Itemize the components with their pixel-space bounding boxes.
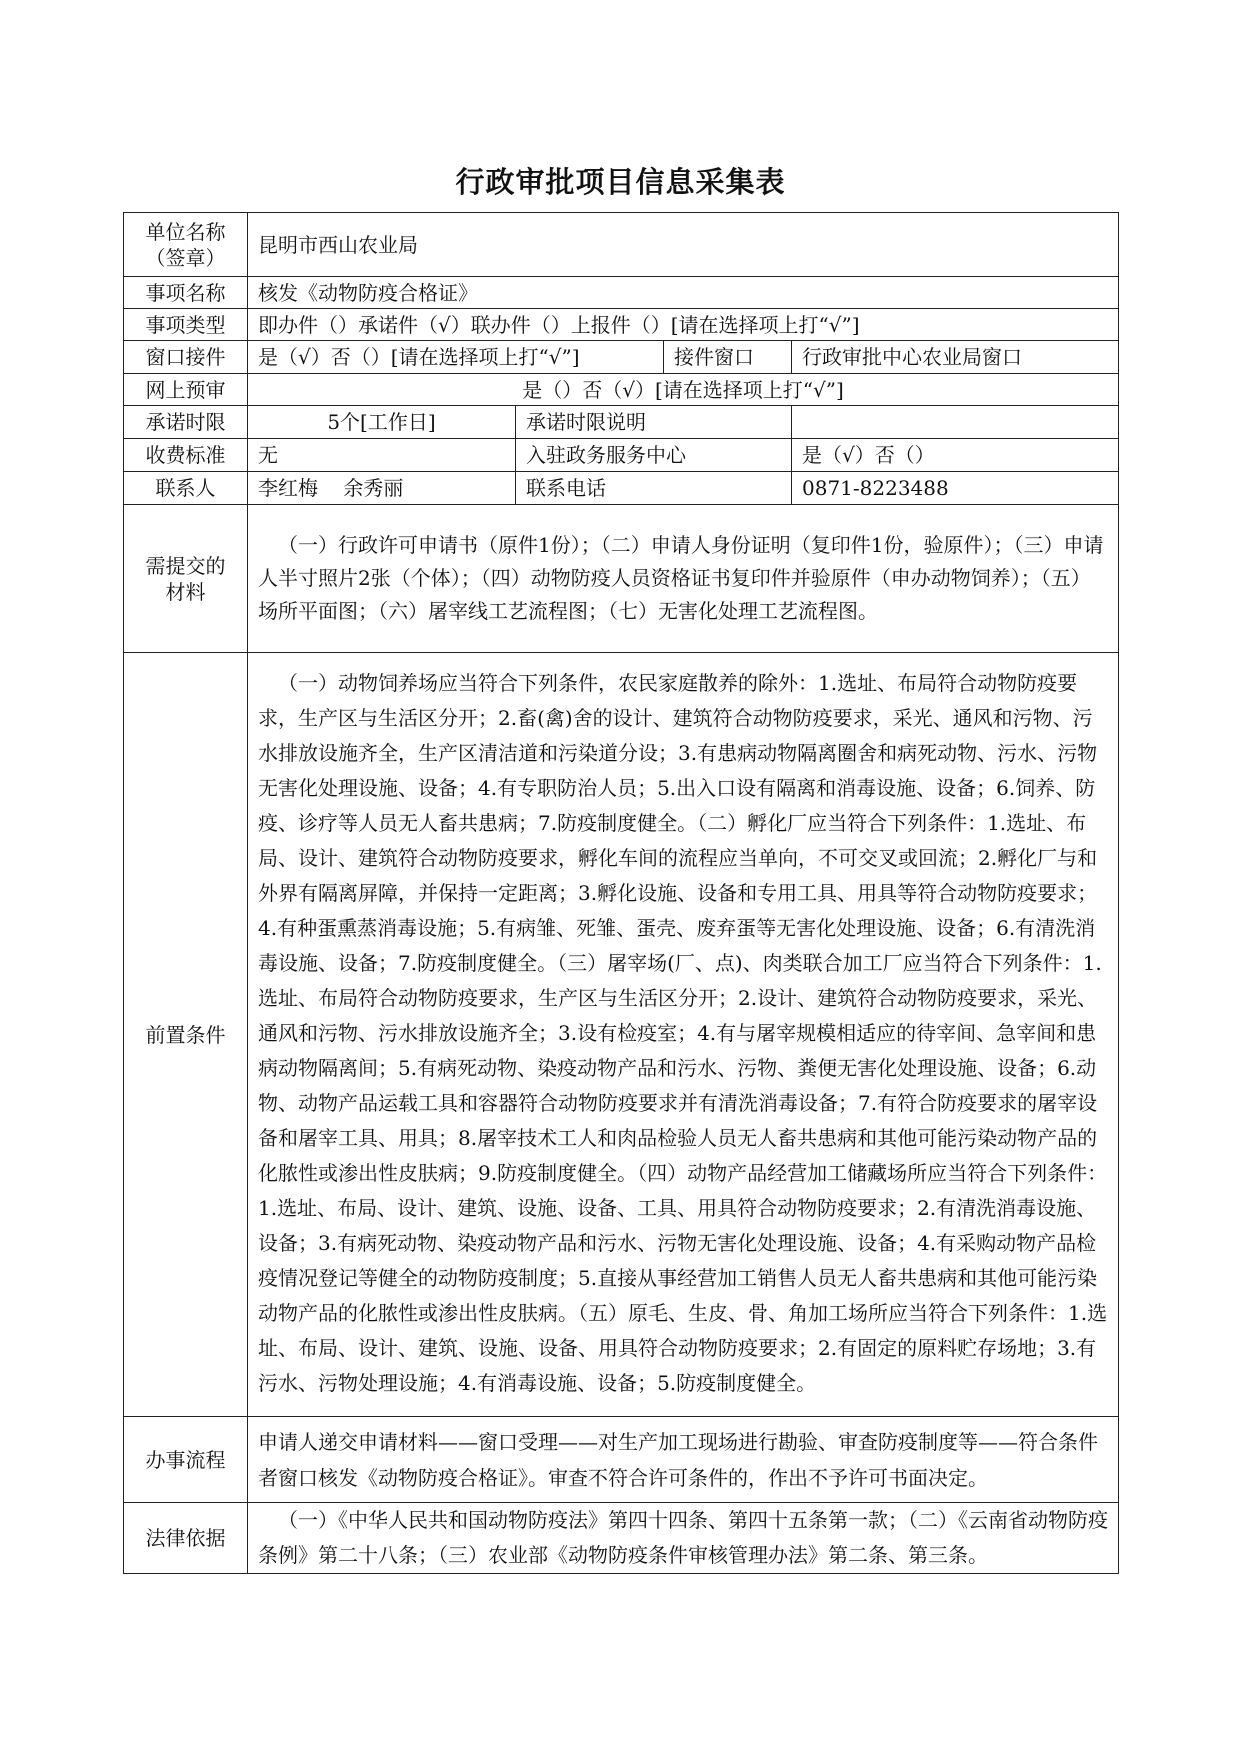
materials-value bbox=[248, 505, 1119, 653]
process-label: 办事流程 bbox=[124, 1417, 248, 1503]
window-value: 是（√）否（）[请在选择项上打“√”] bbox=[248, 341, 664, 374]
row-process bbox=[124, 1417, 1119, 1503]
contact-sub-label: 联系电话 bbox=[516, 472, 792, 505]
online-value: 是（）否（√）[请在选择项上打“√”] bbox=[248, 374, 1119, 406]
item-name-value: 核发《动物防疫合格证》 bbox=[248, 277, 1119, 309]
materials-text: （一）行政许可申请书（原件1份）；（二）申请人身份证明（复印件1份，验原件）；（三）申请人半寸照片2张（个体）；（四）动物防疫人员资格证书复印件并验原件（申办动物饲养）；（五）场所平面图；（六）屠宰线工艺流程图；（七）无害化处理工艺流程图。 bbox=[258, 533, 1104, 623]
contact-sub-value: 0871-8223488 bbox=[792, 472, 1119, 505]
contact-label: 联系人 bbox=[124, 472, 248, 505]
fee-value: 无 bbox=[248, 439, 516, 472]
materials-label-line2: 材料 bbox=[165, 579, 206, 604]
unit-label-line2: （签章） bbox=[145, 245, 226, 270]
online-label: 网上预审 bbox=[124, 374, 248, 406]
promise-label: 承诺时限 bbox=[124, 406, 248, 439]
legal-text: （一）《中华人民共和国动物防疫法》第四十四条、第四十五条第一款；（二）《云南省动物防疫条例》第二十八条；（三）农业部《动物防疫条件审核管理办法》第二条、第三条。 bbox=[258, 1508, 1108, 1567]
row-window bbox=[124, 341, 1119, 374]
row-preconditions bbox=[124, 653, 1119, 1417]
preconditions-label: 前置条件 bbox=[124, 653, 248, 1417]
unit-label-line1: 单位名称 bbox=[145, 219, 226, 244]
fee-label: 收费标准 bbox=[124, 439, 248, 472]
process-value bbox=[248, 1417, 1119, 1503]
unit-value: 昆明市西山农业局 bbox=[248, 213, 1119, 277]
row-unit bbox=[124, 213, 1119, 277]
row-contact bbox=[124, 472, 1119, 505]
contact-value: 李红梅 余秀丽 bbox=[248, 472, 516, 505]
preconditions-text: （一）动物饲养场应当符合下列条件，农民家庭散养的除外：1.选址、布局符合动物防疫要求，生产区与生活区分开；2.畜(禽)舍的设计、建筑符合动物防疫要求，采光、通风和污物、污水排放设施齐全，生产区清洁道和污染道分设；3.有患病动物隔离圈舍和病死动物、污水、污物无害化处理设施、设备；4.有专职防治人员；5.出入口设有隔离和消毒设施、设备；6.饲养、防疫、诊疗等人员无人畜共患病；7.防疫制度健全。（二）孵化厂应当符合下列条件：1.选址、布局、设计、建筑符合动物防疫要求，孵化车间的流程应当单向，不可交叉或回流；2.孵化厂与和外界有隔离屏障，并保持一定距离；3.孵化设施、设备和专用工具、用具等符合动物防疫要求；4.有种蛋熏蒸消毒设施；5.有病雏、死雏、蛋壳、废弃蛋等无害化处理设施、设备；6.有清洗消毒设施、设备；7.防疫制度健全。（三）屠宰场(厂、点)、肉类联合加工厂应当符合下列条件：1.选址、布局符合动物防疫要求，生产区与生活区分开；2.设计、建筑符合动物防疫要求，采光、通风和污物、污水排放设施齐全；3.设有检疫室；4.有与屠宰规模相适应的待宰间、急宰间和患病动物隔离间；5.有病死动物、染疫动物产品和污水、污物、粪便无害化处理设施、设备；6.动物、动物产品运载工具和容器符合动物防疫要求并有清洗消毒设备；7.有符合防疫要求的屠宰设备和屠宰工具、用具；8.屠宰技术工人和肉品检验人员无人畜共患病和其他可能污染动物产品的化脓性或渗出性皮肤病；9.防疫制度健全。（四）动物产品经营加工储藏场所应当符合下列条件：1.选址、布局、设计、建筑、设施、设备、工具、用具符合动物防疫要求；2.有清洗消毒设施、设备；3.有病死动物、染疫动物产品和污水、污物无害化处理设施、设备；4.有采购动物产品检疫情况登记等健全的动物防疫制度；5.直接从事经营加工销售人员无人畜共患病和其他可能污染动物产品的化脓性或渗出性皮肤病。（五）原毛、生皮、骨、角加工场所应当符合下列条件：1.选址、布局、设计、建筑、设施、设备、用具符合动物防疫要求；2.有固定的原料贮存场地；3.有污水、污物处理设施；4.有消毒设施、设备；5.防疫制度健全。 bbox=[258, 671, 1108, 1395]
window-sub-value: 行政审批中心农业局窗口 bbox=[792, 341, 1119, 374]
row-legal bbox=[124, 1503, 1119, 1574]
materials-label-line1: 需提交的 bbox=[145, 553, 226, 578]
fee-sub-value: 是（√）否（） bbox=[792, 439, 1119, 472]
process-text: 申请人递交申请材料——窗口受理——对生产加工现场进行勘验、审查防疫制度等——符合条件者窗口核发《动物防疫合格证》。审查不符合许可条件的，作出不予许可书面决定。 bbox=[258, 1429, 1098, 1490]
window-label: 窗口接件 bbox=[124, 341, 248, 374]
row-item-name bbox=[124, 277, 1119, 309]
legal-value bbox=[248, 1503, 1119, 1574]
promise-sub-value bbox=[792, 406, 1119, 439]
info-collection-table bbox=[123, 212, 1119, 1574]
promise-sub-label: 承诺时限说明 bbox=[516, 406, 792, 439]
fee-sub-label: 入驻政务服务中心 bbox=[516, 439, 792, 472]
row-item-type bbox=[124, 309, 1119, 341]
preconditions-value bbox=[248, 653, 1119, 1417]
item-name-label: 事项名称 bbox=[124, 277, 248, 309]
window-sub-label: 接件窗口 bbox=[664, 341, 792, 374]
row-online bbox=[124, 374, 1119, 406]
unit-label bbox=[124, 213, 248, 277]
page-title: 行政审批项目信息采集表 bbox=[455, 165, 786, 199]
legal-label: 法律依据 bbox=[124, 1503, 248, 1574]
row-promise bbox=[124, 406, 1119, 439]
promise-value: 5个[工作日] bbox=[248, 406, 516, 439]
materials-label bbox=[124, 505, 248, 653]
row-materials bbox=[124, 505, 1119, 653]
item-type-value: 即办件（）承诺件（√）联办件（）上报件（）[请在选择项上打“√”] bbox=[248, 309, 1119, 341]
row-fee bbox=[124, 439, 1119, 472]
item-type-label: 事项类型 bbox=[124, 309, 248, 341]
